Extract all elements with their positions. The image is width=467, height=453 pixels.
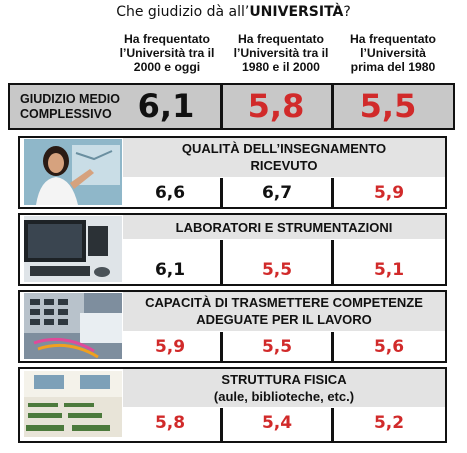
- summary-value-1: 6,1: [137, 87, 195, 125]
- row-quality-title: [123, 140, 445, 174]
- summary-value-3: 5,5: [359, 87, 417, 125]
- row-facilities-title: [123, 371, 445, 405]
- row-facilities-divider-2: [331, 408, 334, 441]
- title-suffix: ?: [343, 4, 351, 20]
- summary-label-line-2: COMPLESSIVO: [20, 107, 112, 121]
- row-facilities-value-1: 5,8: [154, 413, 186, 433]
- column-header-1-line-2: l’Università tra il: [119, 46, 215, 60]
- summary-divider-1: [220, 83, 223, 130]
- row-labs-divider-1: [220, 240, 223, 284]
- row-quality-title-line-2: RICEVUTO: [250, 158, 318, 173]
- row-quality-divider-2: [331, 178, 334, 207]
- row-skills-divider-2: [331, 332, 334, 361]
- row-quality-value-3: 5,9: [373, 183, 405, 203]
- column-header-2-line-3: 1980 e il 2000: [242, 60, 320, 74]
- column-header-3-line-1: Ha frequentato: [350, 32, 436, 46]
- teacher-photo-icon: [24, 139, 122, 205]
- chart-title: [0, 4, 467, 20]
- row-facilities-value-3: 5,2: [373, 413, 405, 433]
- row-quality-divider-1: [220, 178, 223, 207]
- row-labs-value-2: 5,5: [261, 260, 293, 280]
- row-labs-value-1: 6,1: [154, 260, 186, 280]
- row-quality-value-2: 6,7: [261, 183, 293, 203]
- column-header-3-line-2: l’Università: [360, 46, 426, 60]
- column-header-2: [226, 32, 336, 74]
- title-prefix: Che giudizio dà all’: [116, 4, 250, 20]
- row-facilities-divider-1: [220, 408, 223, 441]
- column-header-3: [338, 32, 448, 74]
- row-facilities-title-line-1: STRUTTURA FISICA: [221, 372, 347, 387]
- summary-label: [20, 92, 130, 122]
- row-labs-value-3: 5,1: [373, 260, 405, 280]
- column-header-1: [112, 32, 222, 74]
- column-header-2-line-2: l’Università tra il: [233, 46, 329, 60]
- row-facilities-value-2: 5,4: [261, 413, 293, 433]
- classroom-photo-icon: [24, 371, 122, 437]
- row-skills-value-3: 5,6: [373, 337, 405, 357]
- column-header-1-line-1: Ha frequentato: [124, 32, 210, 46]
- row-labs-title-line-1: LABORATORI E STRUMENTAZIONI: [175, 220, 393, 235]
- row-labs-divider-2: [331, 240, 334, 284]
- business-calculator-photo-icon: [24, 293, 122, 359]
- computer-lab-photo-icon: [24, 216, 122, 282]
- row-quality-value-1: 6,6: [154, 183, 186, 203]
- row-skills-title-line-1: CAPACITÀ DI TRASMETTERE COMPETENZE: [145, 295, 423, 310]
- summary-divider-2: [331, 83, 334, 130]
- column-header-3-line-3: prima del 1980: [350, 60, 436, 74]
- column-header-1-line-3: 2000 e oggi: [133, 60, 201, 74]
- title-bold: UNIVERSITÀ: [249, 4, 344, 20]
- summary-label-line-1: GIUDIZIO MEDIO: [20, 92, 120, 106]
- row-skills-value-2: 5,5: [261, 337, 293, 357]
- summary-value-2: 5,8: [247, 87, 305, 125]
- row-skills-title: [123, 294, 445, 328]
- row-quality-title-line-1: QUALITÀ DELL’INSEGNAMENTO: [181, 141, 387, 156]
- row-labs-title: [123, 219, 445, 236]
- row-skills-value-1: 5,9: [154, 337, 186, 357]
- row-skills-title-line-2: ADEGUATE PER IL LAVORO: [196, 312, 372, 327]
- row-skills-divider-1: [220, 332, 223, 361]
- row-facilities-title-line-2: (aule, biblioteche, etc.): [213, 389, 355, 404]
- column-header-2-line-1: Ha frequentato: [238, 32, 324, 46]
